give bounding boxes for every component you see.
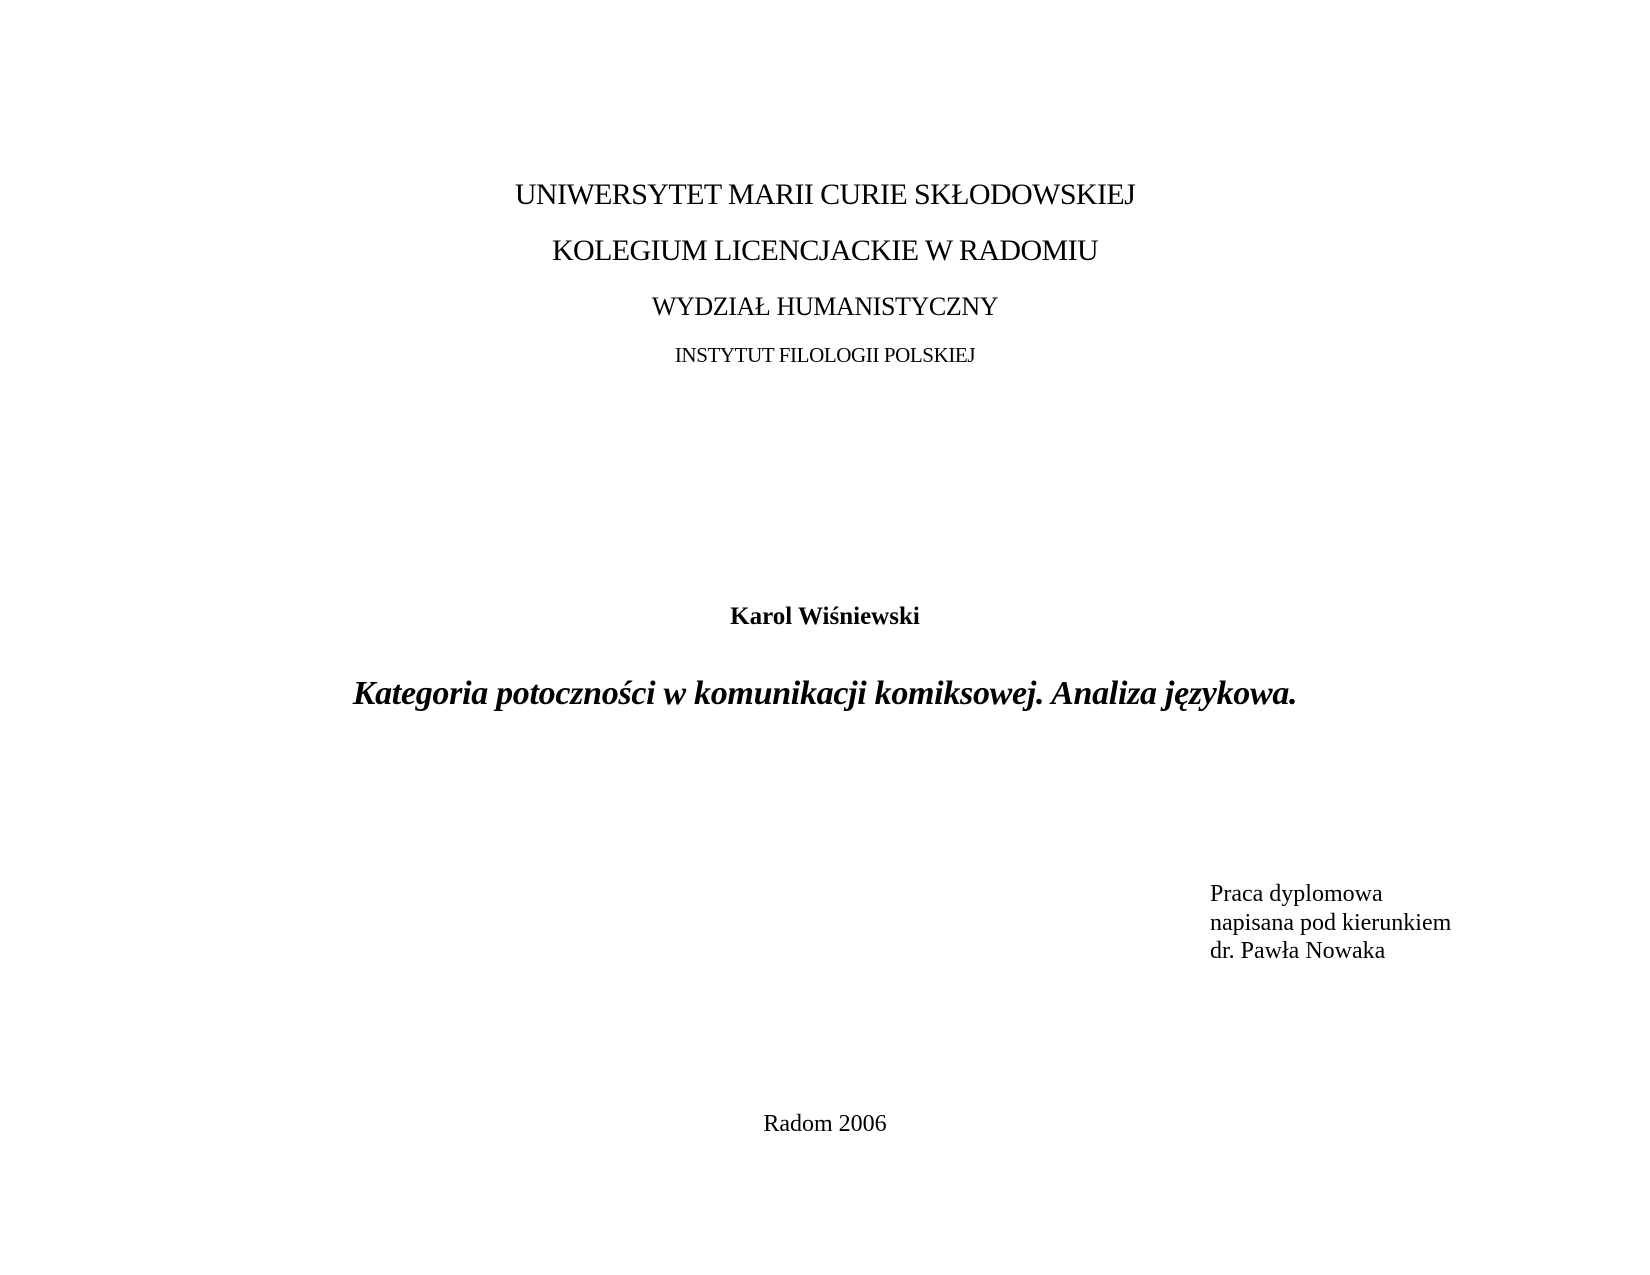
supervisor-block bbox=[1210, 880, 1451, 966]
thesis-type: Praca dyplomowa bbox=[1210, 881, 1383, 907]
supervision-label: napisana pod kierunkiem bbox=[1210, 909, 1452, 936]
supervisor-name: dr. Pawła Nowaka bbox=[1210, 938, 1386, 964]
college-name: KOLEGIUM LICENCJACKIE W RADOMIU bbox=[551, 234, 1099, 267]
thesis-title: Kategoria potoczności w komunikacji komiksowej. Analiza językowa. bbox=[352, 675, 1298, 712]
author-name: Karol Wiśniewski bbox=[730, 603, 920, 630]
university-name: UNIWERSYTET MARII CURIE SKŁODOWSKIEJ bbox=[514, 178, 1136, 211]
institute-name: INSTYTUT FILOLOGII POLSKIEJ bbox=[674, 343, 976, 367]
faculty-name: WYDZIAŁ HUMANISTYCZNY bbox=[651, 292, 999, 321]
place-year: Radom 2006 bbox=[763, 1111, 887, 1137]
